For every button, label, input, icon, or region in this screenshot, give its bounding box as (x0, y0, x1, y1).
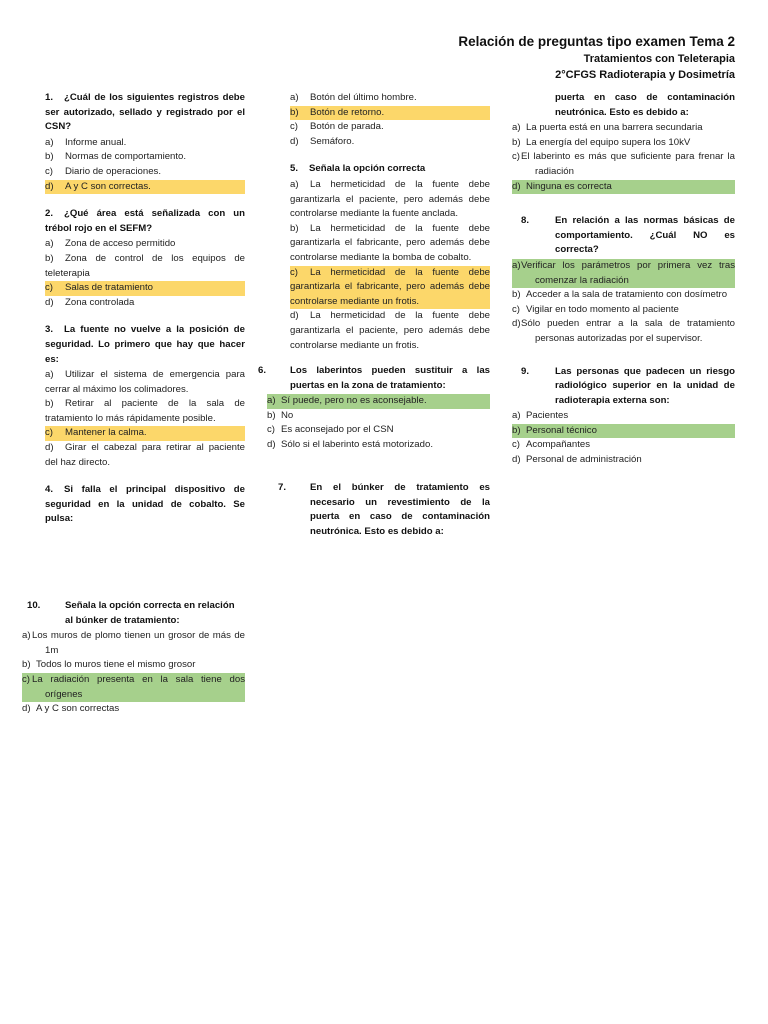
option-a-highlighted: a)Verificar los parámetros por primera vez tras comenzar la radiación (512, 259, 735, 288)
option-d: d) Zona controlada (45, 296, 135, 308)
option-c: c) Acompañantes (512, 439, 590, 451)
option-b-highlighted: b) Botón de retorno. (290, 106, 490, 121)
option-a: a) Utilizar el sistema de emergencia para cerrar al máximo los colimadores. (45, 369, 245, 395)
question-text: 4. Si falla el principal dispositivo de seguridad en la unidad de cobalto. Se pulsa: (45, 484, 245, 525)
option-a: a)Los muros de plomo tienen un grosor de más de 1m (22, 630, 245, 656)
option-b: b) Retirar al paciente de la sala de tratamiento lo más rápidamente posible. (45, 398, 245, 424)
question-10 (22, 599, 245, 717)
option-d: d) Personal de administración (512, 454, 642, 466)
question-2 (45, 207, 245, 310)
option-b: b) Acceder a la sala de tratamiento con dosímetro (512, 289, 728, 301)
option-c-highlighted: c) Mantener la calma. (45, 426, 245, 441)
question-7-continued (512, 91, 735, 194)
question-text-part-2: puerta en caso de contaminación neutrónica. Esto es debido a: (555, 92, 735, 118)
question-6 (258, 364, 490, 453)
question-9 (512, 365, 735, 468)
option-b: b) Todos lo muros tiene el mismo grosor (22, 659, 196, 671)
column-middle (290, 91, 490, 353)
question-4 (45, 483, 245, 527)
option-a: a) Informe anual. (45, 136, 127, 148)
question-8 (512, 214, 735, 346)
question-3 (45, 323, 245, 470)
option-d: d)Sólo pueden entrar a la sala de tratamiento personas autorizadas por el supervisor. (512, 318, 735, 344)
document-subtitle-course: Tratamientos con Teleterapia (583, 53, 735, 65)
option-a-highlighted: a) Sí puede, pero no es aconsejable. (267, 394, 490, 409)
question-text: 5. Señala la opción correcta (290, 163, 426, 175)
option-c-highlighted: c) La hermeticidad de la fuente debe garantizarla el fabricante, pero además debe controlarse mediante un frotis. (290, 266, 490, 310)
option-c: c) Es aconsejado por el CSN (267, 424, 394, 436)
option-a: a) La puerta está en una barrera secundaria (512, 122, 703, 134)
option-d: d) Sólo si el laberinto está motorizado. (267, 438, 433, 450)
question-text: 1. ¿Cuál de los siguientes registros debe ser autorizado, sellado y registrado por el CSN? (45, 92, 245, 133)
document-header (458, 33, 735, 83)
option-c-highlighted: c) La radiación presenta en la sala tiene dos orígenes (22, 673, 245, 702)
option-d: d) Semáforo. (290, 135, 355, 147)
option-c: c) Diario de operaciones. (45, 165, 161, 177)
option-b: b) Zona de control de los equipos de teleterapia (45, 252, 245, 279)
question-1 (45, 91, 245, 194)
option-a: a) Botón del último hombre. (290, 92, 417, 103)
question-text-part-1: 7. En el búnker de tratamiento es necesario un revestimiento de la puerta en caso de contaminación neutrónica. Esto es debido a: (278, 482, 490, 537)
question-7 (278, 481, 490, 537)
option-b: b) La hermeticidad de la fuente debe garantizarla el fabricante, pero además debe controlarse mediante la bomba de cobalto. (290, 222, 490, 263)
option-d: d) Girar el cabezal para retirar al paciente del haz directo. (45, 442, 245, 468)
option-d-highlighted: d) A y C son correctas. (45, 180, 245, 195)
option-a: a) Pacientes (512, 410, 569, 422)
option-b-highlighted: b) Personal técnico (512, 424, 735, 439)
question-text: 10. Señala la opción correcta en relación al búnker de tratamiento: (27, 600, 235, 626)
option-c: c) Botón de parada. (290, 121, 384, 133)
question-text: 9. Las personas que padecen un riesgo radiológico superior en la unidad de radioterapia externa son: (521, 365, 735, 406)
question-5 (290, 162, 490, 353)
option-d-highlighted: d) Ninguna es correcta (512, 180, 735, 195)
option-d: d) A y C son correctas (22, 703, 120, 715)
question-text: 2. ¿Qué área está señalizada con un trébol rojo en el SEFM? (45, 208, 245, 234)
question-text: 6. Los laberintos pueden sustituir a las puertas en la zona de tratamiento: (258, 365, 490, 391)
option-a: a) La hermeticidad de la fuente debe garantizarla el paciente, pero además debe controlarse mediante la fuente anclada. (290, 178, 490, 220)
question-4-options (290, 91, 490, 149)
question-text: 3. La fuente no vuelve a la posición de seguridad. Lo primero que hay que hacer es: (45, 324, 245, 365)
option-b: b) La energía del equipo supera los 10kV (512, 136, 691, 148)
option-c: c)El laberinto es más que suficiente para frenar la radiación (512, 151, 735, 177)
option-d: d) La hermeticidad de la fuente debe garantizarla el paciente, pero además debe controlarse mediante un frotis. (290, 310, 490, 351)
document-title: Relación de preguntas tipo examen Tema 2 (458, 34, 735, 49)
column-left (45, 91, 245, 528)
column-right (512, 91, 735, 468)
option-b: b) No (267, 409, 294, 421)
option-c: c) Vigilar en todo momento al paciente (512, 303, 679, 315)
document-subtitle-cycle: 2°CFGS Radioterapia y Dosimetría (555, 69, 735, 81)
option-a: a) Zona de acceso permitido (45, 238, 176, 250)
question-text: 8. En relación a las normas básicas de comportamiento. ¿Cuál NO es correcta? (521, 215, 735, 256)
option-b: b) Normas de comportamiento. (45, 151, 187, 163)
option-c-highlighted: c) Salas de tratamiento (45, 281, 245, 296)
